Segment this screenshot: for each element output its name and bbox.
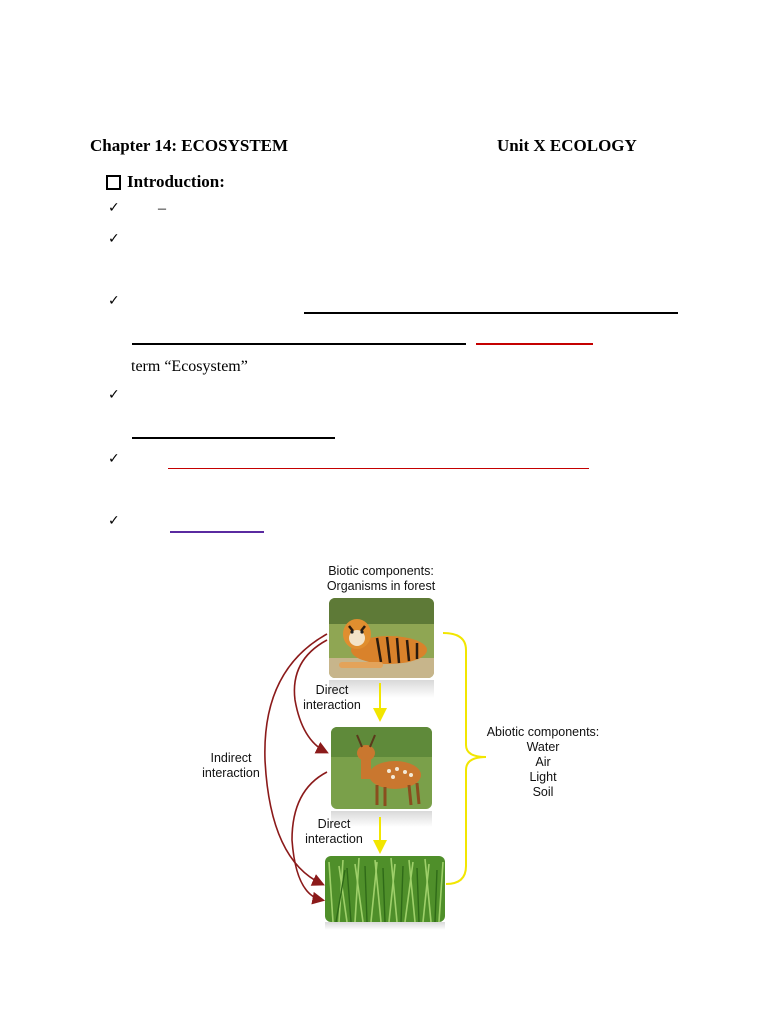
chapter-title: Chapter 14: ECOSYSTEM xyxy=(90,136,289,155)
interaction-label-line: interaction xyxy=(305,832,363,846)
abiotic-bracket xyxy=(443,633,486,884)
biotic-label-line-2: Organisms in forest xyxy=(326,579,436,593)
bullet-1-text: – xyxy=(158,200,166,217)
direct-arrow-tiger-deer-red xyxy=(294,640,327,752)
checkmark-icon: ✓ xyxy=(108,513,120,529)
introduction-label: Introduction: xyxy=(127,172,225,191)
abiotic-title: Abiotic components: xyxy=(486,725,600,739)
interaction-label-line: interaction xyxy=(202,766,260,780)
direct-arrow-deer-grass-red xyxy=(292,772,327,900)
direct-label-line: Direct xyxy=(317,817,351,831)
interaction-label-line: interaction xyxy=(303,698,361,712)
abiotic-item-soil: Soil xyxy=(532,785,554,799)
term-ecosystem-text: term “Ecosystem” xyxy=(131,358,248,375)
checkmark-icon: ✓ xyxy=(108,293,120,309)
checkmark-icon: ✓ xyxy=(108,387,120,403)
checkmark-icon: ✓ xyxy=(108,231,120,247)
abiotic-item-light: Light xyxy=(529,770,557,784)
indirect-arrow-tiger-grass xyxy=(265,634,327,884)
checkmark-icon: ✓ xyxy=(108,200,120,216)
abiotic-item-water: Water xyxy=(526,740,560,754)
unit-title: Unit X ECOLOGY xyxy=(497,136,637,155)
checkmark-icon: ✓ xyxy=(108,451,120,467)
abiotic-item-air: Air xyxy=(535,755,551,769)
biotic-label-line-1: Biotic components: xyxy=(328,564,434,578)
direct-label-line: Direct xyxy=(315,683,349,697)
indirect-label-line: Indirect xyxy=(210,751,252,765)
